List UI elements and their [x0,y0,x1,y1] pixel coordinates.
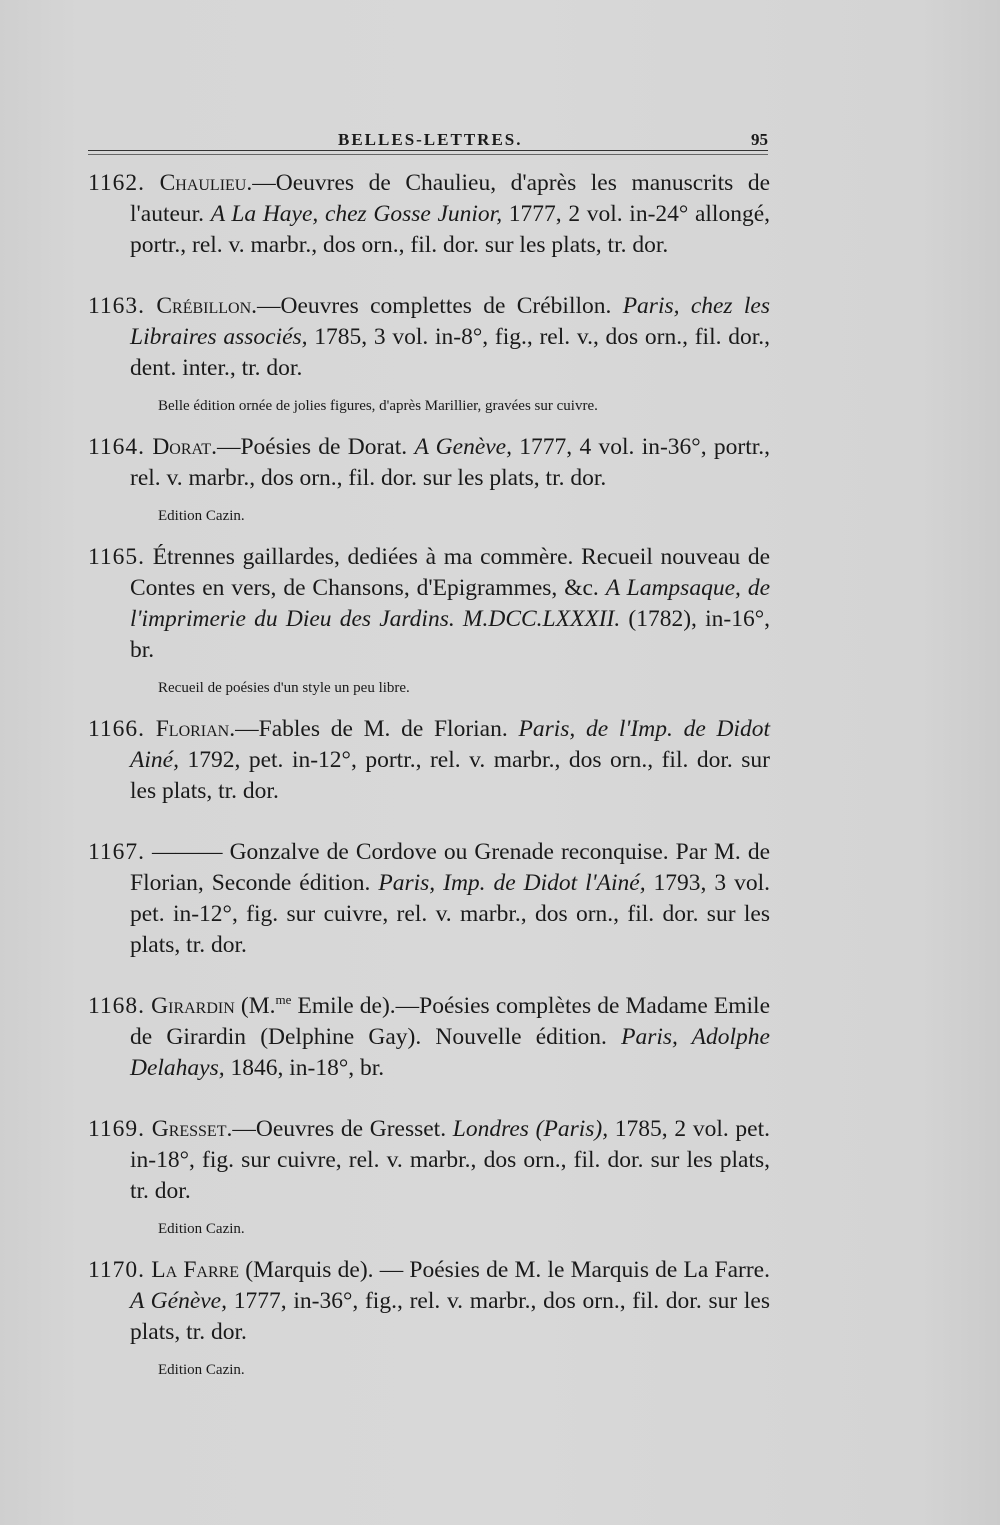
entry-text-tail: 1777, 2 vol. in-24° allongé, portr., rel. v. marbr., dos orn., fil. dor. sur les plats, tr. dor. [130,201,771,258]
entry-number: 1170. [88,1257,146,1283]
entry-note: Edition Cazin. [158,508,245,524]
header-rule-thin [88,154,768,155]
entry-author: Gresset. [151,1116,233,1142]
entry-number: 1162. [88,170,146,196]
catalogue-entry-1165 [88,542,770,666]
entry-text: Étrennes gaillardes, dediées à ma commère. Recueil nouveau de Contes en vers, de Chansons, d'Epigrammes, &c. [130,544,771,601]
entry-number: 1165. [88,544,146,570]
catalogue-entry-1166 [88,714,770,807]
entry-superscript: me [275,992,292,1008]
entry-imprint: Paris, Imp. de Didot l'Ainé, [378,870,646,896]
entry-dash: — [232,1116,256,1142]
entry-imprint: Paris, de l'Imp. de Didot Ainé, [130,716,771,773]
entry-text-tail: 1785, 3 vol. in-8°, fig., rel. v., dos orn., fil. dor., dent. inter., tr. dor. [130,324,771,381]
entry-text-tail: 1792, pet. in-12°, portr., rel. v. marbr., dos orn., fil. dor. sur les plats, tr. dor. [130,747,770,804]
entry-imprint: Paris, Adolphe Delahays, [130,1024,770,1081]
entry-note: Belle édition ornée de jolies figures, d'après Marillier, gravées sur cuivre. [158,398,598,414]
entry-imprint: A Lampsaque, de l'imprimerie du Dieu des Jardins. M.DCC.LXXXII. [130,575,771,632]
entry-gap [88,807,770,837]
entry-text-tail: 1777, 4 vol. in-36°, portr., rel. v. marbr., dos orn., fil. dor. sur les plats, tr. dor. [130,434,771,491]
entry-imprint: Londres (Paris), [452,1116,609,1142]
entry-text: Oeuvres de Chaulieu, d'après les manuscrits de l'auteur. [130,170,771,227]
running-title: BELLES-LETTRES. [338,130,523,149]
catalogue-entry-1162 [88,168,770,261]
entry-text-tail: 1846, in-18°, br. [224,1055,385,1081]
entry-note: Edition Cazin. [158,1221,245,1237]
entry-imprint: A Genève, [414,434,512,460]
entry-author: Chaulieu. [159,170,253,196]
entry-number: 1166. [88,716,146,742]
entry-author: Girardin [151,993,235,1019]
entry-dash: ——— [152,839,223,865]
entry-gap [88,961,770,991]
entry-number: 1167. [88,839,146,865]
entry-text-tail: 1777, in-36°, fig., rel. v. marbr., dos orn., fil. dor. sur les plats, tr. dor. [130,1288,771,1345]
entry-imprint: A La Haye, chez Gosse Junior, [210,201,503,227]
entry-text: Poésies de Dorat. [240,434,415,460]
entry-author: Florian. [155,716,236,742]
catalogue-entries [88,168,770,1380]
entry-dash: — [252,170,276,196]
entry-text-tail: (1782), in-16°, br. [130,606,770,663]
entry-text-tail: 1793, 3 vol. pet. in-12°, fig. sur cuivre, rel. v. marbr., dos orn., fil. dor. sur les plats, tr. dor. [130,870,770,958]
entry-gap [88,1239,770,1255]
entry-number: 1164. [88,434,146,460]
entry-number: 1163. [88,293,146,319]
entry-gap [88,261,770,291]
catalogue-entry-1168 [88,991,770,1084]
entry-text: (M. [234,993,276,1019]
entry-text: Oeuvres complettes de Crébillon. [280,293,623,319]
entry-gap [88,1084,770,1114]
entry-dash: — [216,434,241,460]
entry-imprint: A Génève, [130,1288,227,1314]
entry-text-tail: 1785, 2 vol. pet. in-18°, fig. sur cuivre, rel. v. marbr., dos orn., fil. dor. sur les plats, tr. dor. [130,1116,771,1204]
entry-gap [88,526,770,542]
entry-author: Crébillon. [156,293,257,319]
entry-gap [88,698,770,714]
entry-number: 1168. [88,993,146,1019]
entry-author: Dorat. [152,434,217,460]
entry-author: La Farre [151,1257,240,1283]
entry-dash: — [235,716,259,742]
catalogue-entry-1163 [88,291,770,384]
page-number: 95 [751,130,768,149]
entry-note: Edition Cazin. [158,1362,245,1378]
catalogue-entry-1167 [88,837,770,961]
entry-text: Gonzalve de Cordove ou Grenade reconquise. Par M. de Florian, Seconde édition. [130,839,770,896]
catalogue-entry-1170 [88,1255,770,1348]
entry-text: (Marquis de). — Poésies de M. le Marquis de La Farre. [239,1257,770,1283]
entry-text-continued: Emile de).—Poésies complètes de Madame Emile de Girardin (Delphine Gay). Nouvelle édition. [130,993,771,1050]
entry-note: Recueil de poésies d'un style un peu libre. [158,680,410,696]
entry-text: Oeuvres de Gresset. [255,1116,453,1142]
header-rule [88,150,768,151]
catalogue-entry-1164 [88,432,770,494]
entry-text: Fables de M. de Florian. [258,716,519,742]
entry-dash: — [257,293,281,319]
entry-imprint: Paris, chez les Libraires associés, [130,293,770,350]
running-head [88,130,768,150]
entry-number: 1169. [88,1116,146,1142]
entry-gap [88,416,770,432]
catalogue-entry-1169 [88,1114,770,1207]
